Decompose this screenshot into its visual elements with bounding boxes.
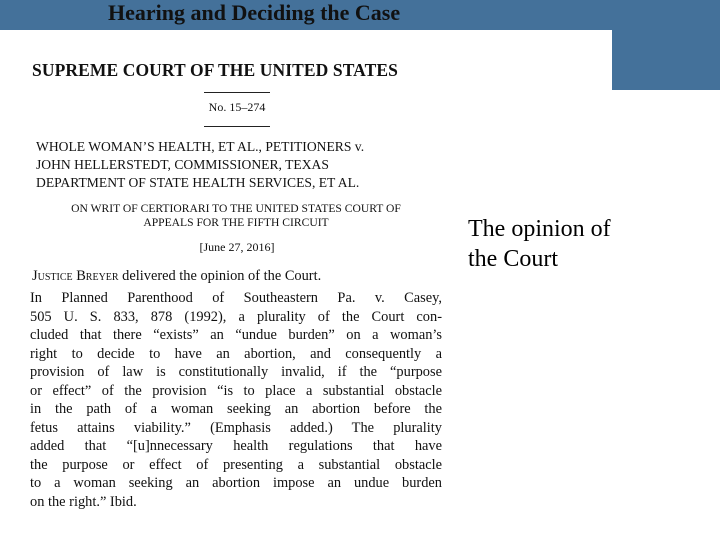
justice-name: Justice Breyer bbox=[32, 268, 119, 284]
body-line: on the right.” Ibid. bbox=[30, 493, 137, 510]
case-parties bbox=[36, 138, 364, 192]
body-line: cluded that there “exists” an “undue burden” on a woman’s bbox=[30, 327, 442, 343]
rule-top bbox=[204, 92, 270, 93]
docket-number: No. 15–274 bbox=[208, 100, 266, 114]
writ-caption bbox=[36, 202, 436, 229]
party-line: JOHN HELLERSTEDT, COMMISSIONER, TEXAS bbox=[36, 157, 329, 172]
writ-line: ON WRIT OF CERTIORARI TO THE UNITED STATES COURT OF bbox=[71, 202, 401, 215]
delivered-line bbox=[32, 268, 321, 285]
body-line: provision of law is constitutionally invalid, if the “purpose bbox=[30, 364, 442, 380]
court-name: SUPREME COURT OF THE UNITED STATES bbox=[32, 60, 398, 80]
body-line: In Planned Parenthood of Southeastern Pa. v. Casey, bbox=[30, 290, 442, 306]
body-line: fetus attains viability.” (Emphasis added.) The plurality bbox=[30, 419, 442, 436]
opinion-excerpt bbox=[22, 44, 452, 516]
body-line: added that “[u]nnecessary health regulations that have bbox=[30, 438, 442, 454]
decision-date: [June 27, 2016] bbox=[199, 240, 275, 254]
caption-line: The opinion of bbox=[468, 216, 611, 242]
party-line: WHOLE WOMAN’S HEALTH, ET AL., PETITIONERS v. bbox=[36, 139, 365, 154]
body-line: right to decide to have an abortion, and consequently a bbox=[30, 345, 442, 362]
slide-title: Hearing and Deciding the Case bbox=[108, 0, 401, 25]
slide-caption bbox=[468, 214, 611, 274]
party-line: DEPARTMENT OF STATE HEALTH SERVICES, ET AL. bbox=[36, 175, 360, 190]
writ-line: APPEALS FOR THE FIFTH CIRCUIT bbox=[143, 215, 329, 229]
body-line: to a woman seeking an abortion impose an undue burden bbox=[30, 475, 442, 491]
delivered-text: delivered the opinion of the Court. bbox=[118, 268, 322, 284]
body-line: or effect” of the provision “is to place a substantial obstacle bbox=[30, 382, 442, 399]
body-line: 505 U. S. 833, 878 (1992), a plurality of the Court con- bbox=[30, 308, 442, 325]
rule-bottom bbox=[204, 126, 270, 127]
body-line: the purpose or effect of presenting a substantial obstacle bbox=[30, 456, 442, 473]
accent-block bbox=[612, 0, 720, 90]
body-line: in the path of a woman seeking an abortion before the bbox=[30, 401, 442, 417]
caption-line: the Court bbox=[468, 246, 558, 272]
